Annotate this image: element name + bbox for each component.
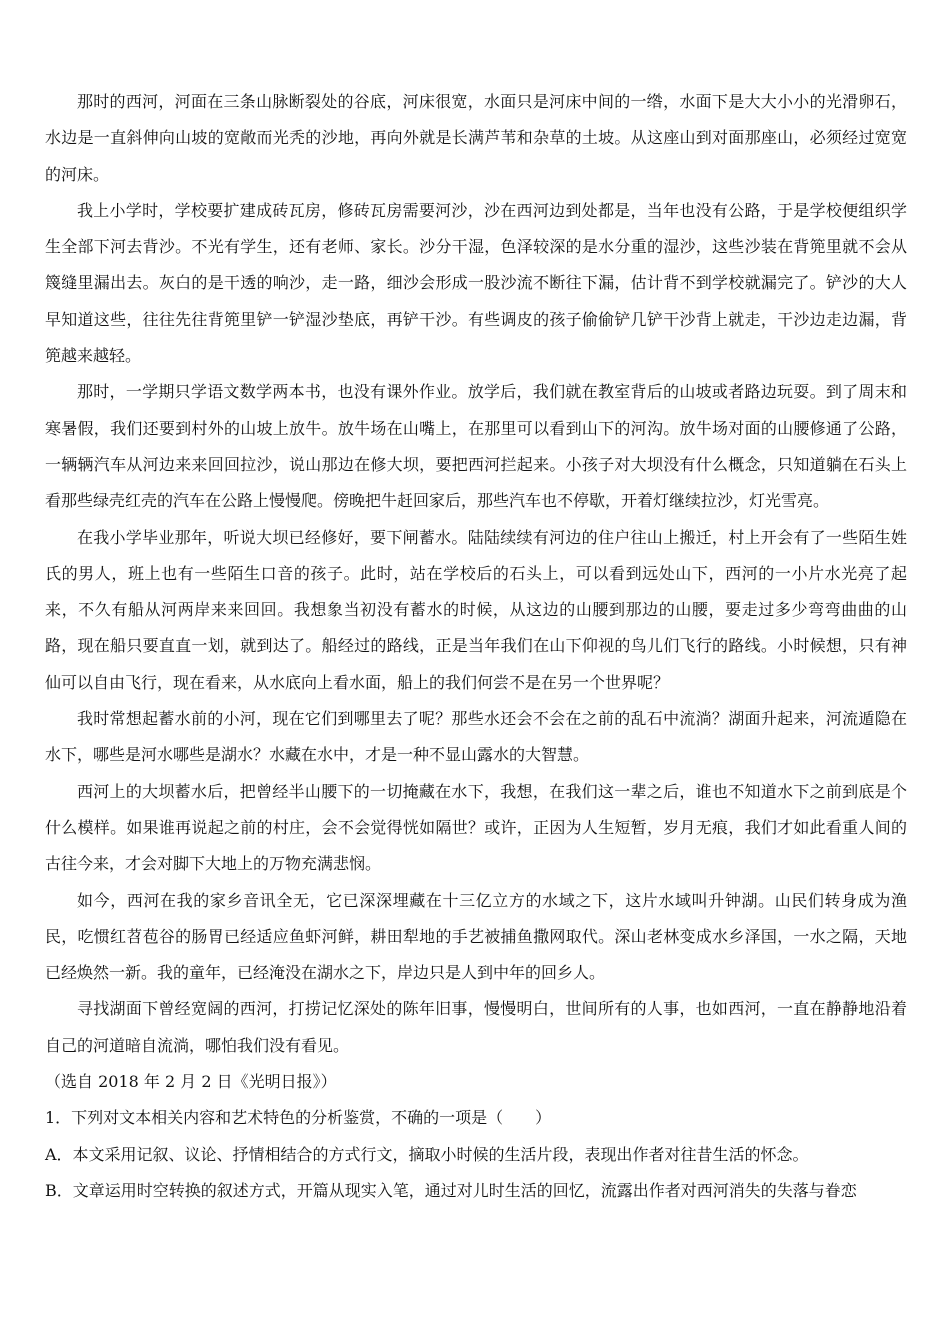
- document-body: [45, 84, 907, 1209]
- article-source: （选自 2018 年 2 月 2 日《光明日报》）: [45, 1072, 337, 1092]
- article-paragraph-4: 在我小学毕业那年，听说大坝已经修好，要下闸蓄水。陆陆续续有河边的住户往山上搬迁，村上开会有了一些陌生姓氏的男人，班上也有一些陌生口音的孩子。此时，站在学校后的石头上，可以看到远处山下，西河的一小片水光亮了起来，不久有船从河两岸来来回回。我想象当初没有蓄水的时候，从这边的山腰到那边的山腰，要走过多少弯弯曲曲的山路，现在船只要直直一划，就到达了。船经过的路线，正是当年我们在山下仰视的鸟儿们飞行的路线。小时候想，只有神仙可以自由飞行，现在看来，从水底向上看水面，船上的我们何尝不是在另一个世界呢？: [45, 527, 907, 692]
- article-paragraph-3: 那时，一学期只学语文数学两本书，也没有课外作业。放学后，我们就在教室背后的山坡或者路边玩耍。到了周末和寒暑假，我们还要到村外的山坡上放牛。放牛场在山嘴上，在那里可以看到山下的河沟。放牛场对面的山腰修通了公路，一辆辆汽车从河边来来回回拉沙，说山那边在修大坝，要把西河拦起来。小孩子对大坝没有什么概念，只知道躺在石头上看那些绿壳红壳的汽车在公路上慢慢爬。傍晚把牛赶回家后，那些汽车也不停歇，开着灯继续拉沙，灯光雪亮。: [45, 382, 907, 511]
- question-stem: 1．下列对文本相关内容和艺术特色的分析鉴赏，不确的一项是（ ）: [45, 1108, 552, 1128]
- article-paragraph-2: 我上小学时，学校要扩建成砖瓦房，修砖瓦房需要河沙，沙在西河边到处都是，当年也没有公路，于是学校便组织学生全部下河去背沙。不光有学生，还有老师、家长。沙分干湿，色泽较深的是水分重的湿沙，这些沙装在背篼里就不会从篾缝里漏出去。灰白的是干透的响沙，走一路，细沙会形成一股沙流不断往下漏，估计背不到学校就漏完了。铲沙的大人早知道这些，往往先往背篼里铲一铲湿沙垫底，再铲干沙。有些调皮的孩子偷偷铲几铲干沙背上就走，干沙边走边漏，背篼越来越轻。: [45, 200, 907, 366]
- article-paragraph-6: 西河上的大坝蓄水后，把曾经半山腰下的一切掩藏在水下，我想，在我们这一辈之后，谁也不知道水下之前到底是个什么模样。如果谁再说起之前的村庄，会不会觉得恍如隔世？或许，正因为人生短暂，岁月无痕，我们才如此看重人间的古往今来，才会对脚下大地上的万物充满悲悯。: [45, 781, 907, 874]
- article-paragraph-8: 寻找湖面下曾经宽阔的西河，打捞记忆深处的陈年旧事，慢慢明白，世间所有的人事，也如西河，一直在静静地沿着自己的河道暗自流淌，哪怕我们没有看见。: [45, 999, 907, 1055]
- question-option-b: B．文章运用时空转换的叙述方式，开篇从现实入笔，通过对儿时生活的回忆，流露出作者对西河消失的失落与眷恋: [45, 1180, 857, 1200]
- article-paragraph-7: 如今，西河在我的家乡音讯全无，它已深深埋藏在十三亿立方的水域之下，这片水域叫升钟湖。山民们转身成为渔民，吃惯红苕苞谷的肠胃已经适应鱼虾河鲜，耕田犁地的手艺被捕鱼撒网取代。深山老林变成水乡泽国，一水之隔，天地已经焕然一新。我的童年，已经淹没在湖水之下，岸边只是人到中年的回乡人。: [45, 890, 907, 983]
- article-paragraph-1: 那时的西河，河面在三条山脉断裂处的谷底，河床很宽，水面只是河床中间的一绺，水面下是大大小小的光滑卵石，水边是一直斜伸向山坡的宽敞而光秃的沙地，再向外就是长满芦苇和杂草的土坡。从这座山到对面那座山，必须经过宽宽的河床。: [45, 92, 907, 184]
- question-option-a: A．本文采用记叙、议论、抒情相结合的方式行文，摘取小时候的生活片段，表现出作者对往昔生活的怀念。: [45, 1144, 809, 1164]
- article-paragraph-5: 我时常想起蓄水前的小河，现在它们到哪里去了呢？那些水还会不会在之前的乱石中流淌？湖面升起来，河流遁隐在水下，哪些是河水哪些是湖水？水藏在水中，才是一种不显山露水的大智慧。: [45, 709, 907, 765]
